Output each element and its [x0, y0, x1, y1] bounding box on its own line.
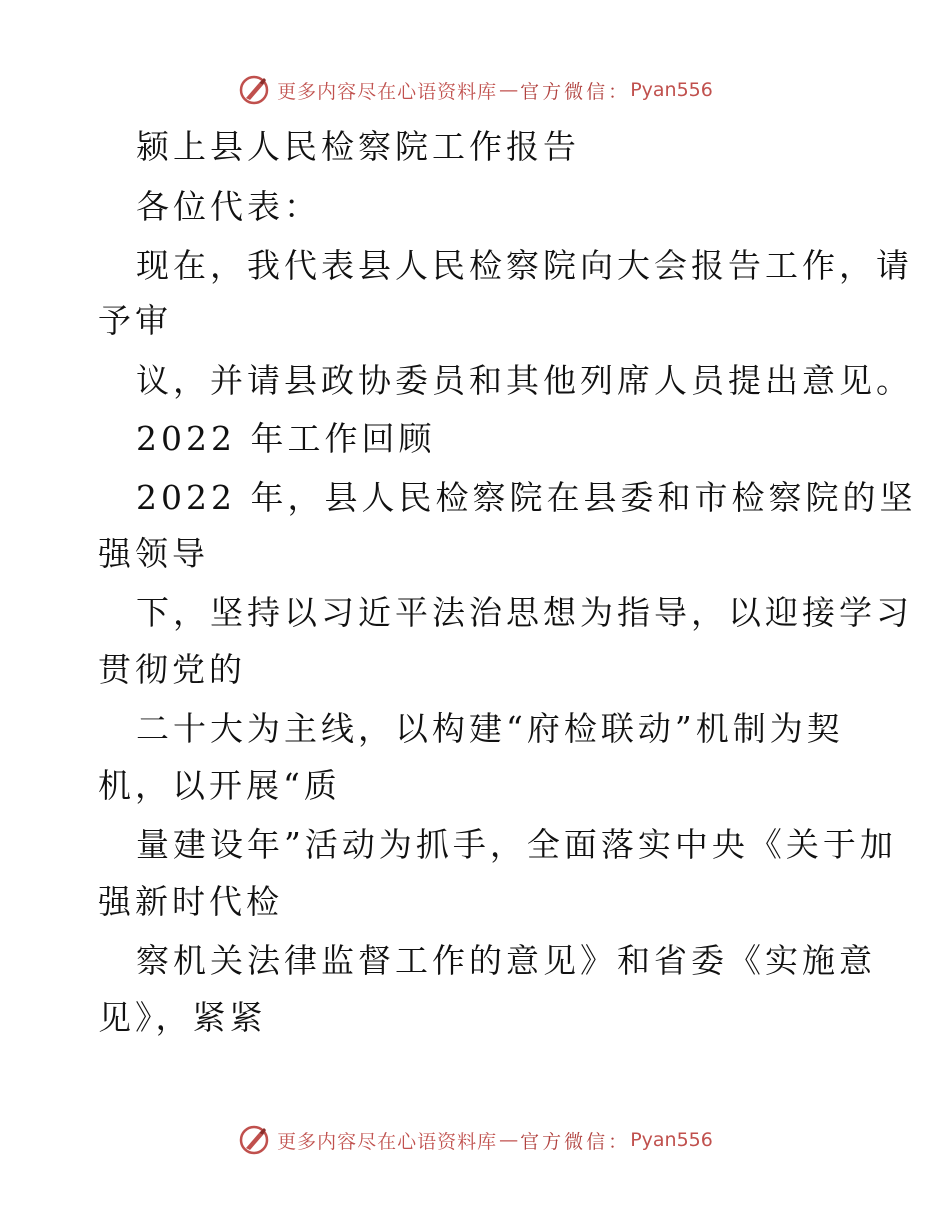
quill-pen-logo-icon	[237, 73, 271, 107]
section-heading: 2022 年工作回顾	[136, 419, 436, 458]
document-title: 颍上县人民检察院工作报告	[136, 127, 580, 166]
paragraph-line: 量建设年”活动为抓手，全面落实中央《关于加	[136, 825, 897, 864]
paragraph-line: 察机关法律监督工作的意见》和省委《实施意	[136, 941, 876, 980]
watermark-dash: —	[499, 79, 519, 101]
paragraph-line: 强新时代检	[98, 882, 283, 921]
paragraph-line: 2022 年，县人民检察院在县委和市检察院的坚	[136, 478, 917, 517]
watermark-dash: —	[499, 1129, 519, 1151]
watermark-sub-text: 官方微信：	[520, 1130, 631, 1153]
paragraph-line: 现在，我代表县人民检察院向大会报告工作，请	[136, 246, 913, 285]
watermark-main-text: 更多内容尽在心语资料库	[277, 1130, 498, 1153]
watermark-wechat-id: Pyan556	[630, 1129, 713, 1151]
watermark-sub-text: 官方微信：	[520, 80, 631, 103]
paragraph-line: 予审	[98, 301, 172, 340]
paragraph-line: 贯彻党的	[98, 650, 246, 689]
footer-watermark	[0, 1120, 950, 1160]
header-watermark	[0, 70, 950, 110]
paragraph-line: 见》，紧紧	[98, 998, 267, 1037]
watermark-main-text: 更多内容尽在心语资料库	[277, 80, 498, 103]
paragraph-line: 议，并请县政协委员和其他列席人员提出意见。	[136, 361, 913, 400]
paragraph-line: 二十大为主线，以构建“府检联动”机制为契	[136, 709, 844, 748]
paragraph-line: 机，以开展“质	[98, 766, 341, 805]
quill-pen-logo-icon	[237, 1123, 271, 1157]
watermark-wechat-id: Pyan556	[630, 79, 713, 101]
paragraph-line: 强领导	[98, 534, 209, 573]
salutation: 各位代表：	[136, 187, 321, 226]
paragraph-line: 下，坚持以习近平法治思想为指导，以迎接学习	[136, 593, 913, 632]
